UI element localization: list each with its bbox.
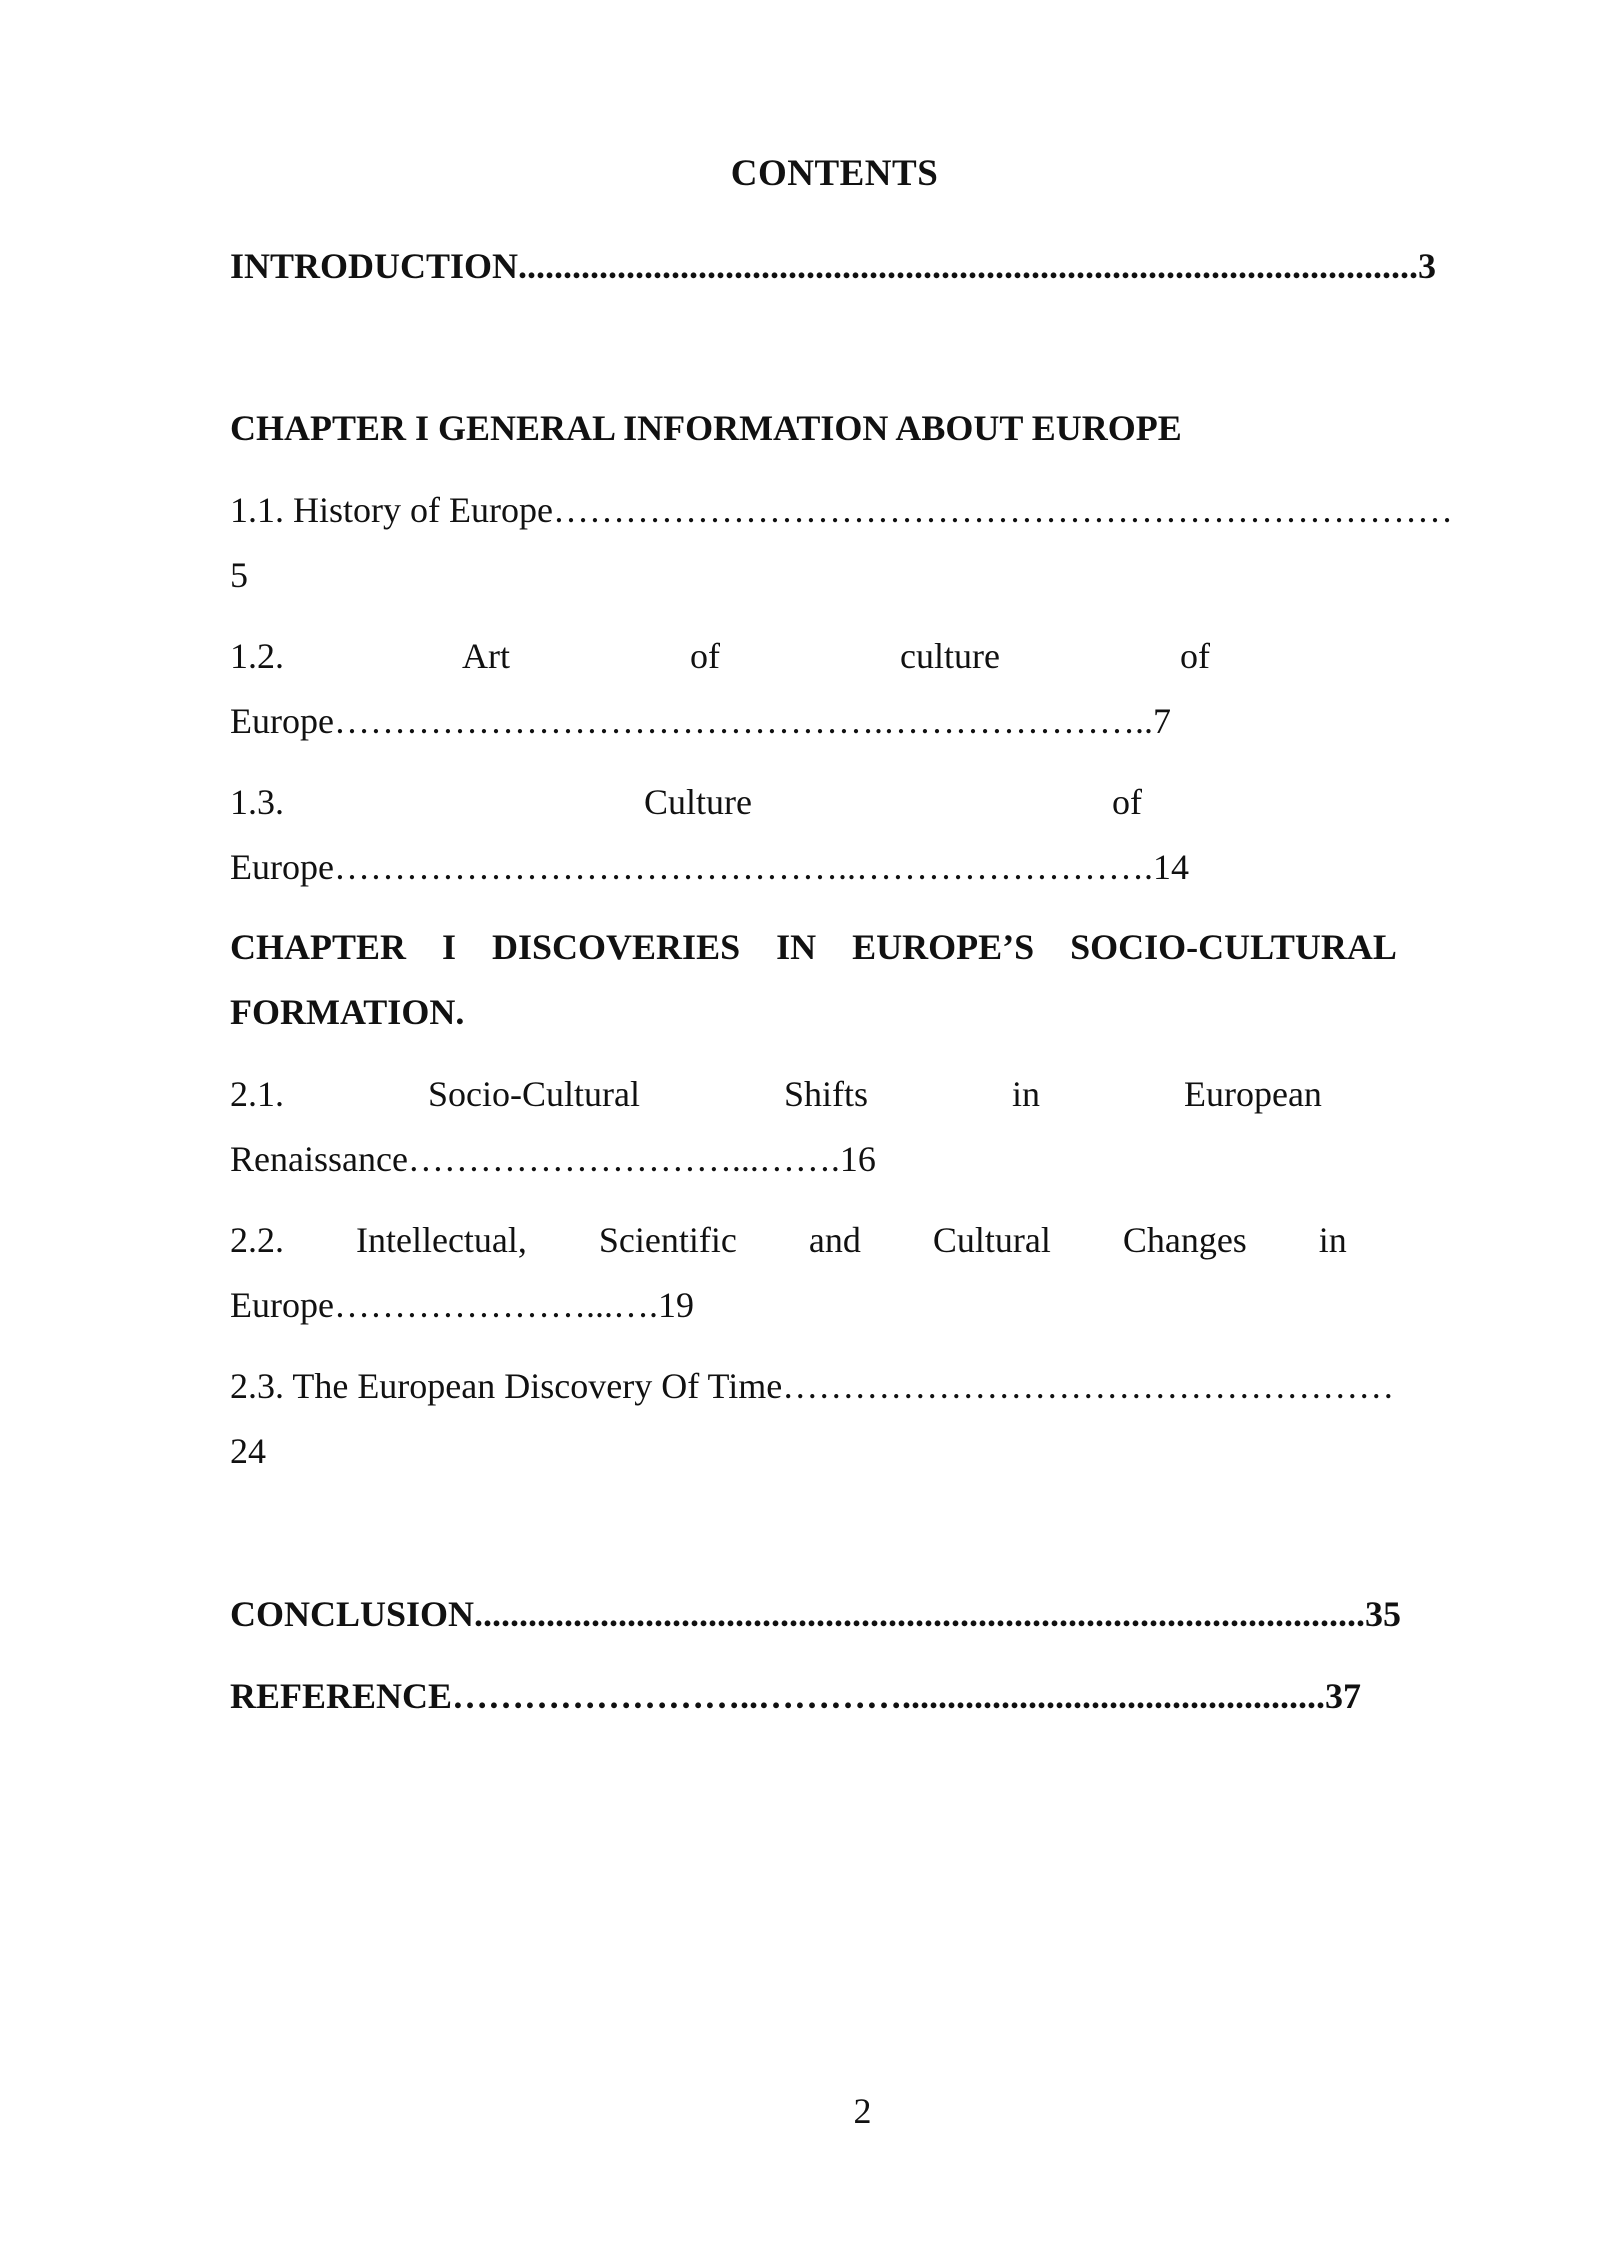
toc-entry-text-line2: 24 bbox=[230, 1431, 266, 1471]
page-number: 2 bbox=[853, 2091, 872, 2131]
toc-entry-text: REFERENCE……………………..…………...............................................37 bbox=[230, 1676, 1362, 1716]
toc-entry-text-line1: 1.1. History of Europe………………………………………………………………… bbox=[230, 490, 1453, 530]
toc-entry-text-line2: Europe…………………...….19 bbox=[230, 1285, 694, 1325]
toc-entry-reference[interactable] bbox=[230, 1664, 1494, 1729]
toc-entry-text: INTRODUCTION....................................................................................................3 bbox=[230, 246, 1437, 286]
page-title: CONTENTS bbox=[730, 153, 939, 194]
toc-entry-2-1[interactable] bbox=[230, 1062, 1494, 1192]
toc-entry-2-2[interactable] bbox=[230, 1208, 1494, 1338]
toc-entry-text-line2: Europe……………………………………..…………………….14 bbox=[230, 847, 1189, 887]
toc-entry-text-line1: 2.3. The European Discovery Of Time…………………………………………… bbox=[230, 1366, 1395, 1406]
toc-entry-text-line2: 5 bbox=[230, 555, 248, 595]
toc-entry-2-3[interactable] bbox=[230, 1354, 1494, 1484]
toc-entry-text-line1: 1.3. Culture of bbox=[230, 782, 1142, 822]
toc-entry-text-line1: CHAPTER I DISCOVERIES IN EUROPE’S SOCIO-CULTURAL bbox=[230, 927, 1397, 967]
toc-entry-1-2[interactable] bbox=[230, 624, 1494, 754]
toc-entry-text-line1: 1.2. Art of culture of bbox=[230, 636, 1210, 676]
toc-entry-text-line2: Europe……………………………………….…………………..7 bbox=[230, 701, 1171, 741]
toc-entry-text-line1: 2.2. Intellectual, Scientific and Cultural Changes in bbox=[230, 1220, 1347, 1260]
toc-entry-text: CONCLUSION...................................................................................................35 bbox=[230, 1594, 1402, 1634]
toc-entry-text-line1: 2.1. Socio-Cultural Shifts in European bbox=[230, 1074, 1322, 1114]
toc-entry-text: CHAPTER I GENERAL INFORMATION ABOUT EUROPE bbox=[230, 408, 1182, 448]
toc-entry-1-1[interactable] bbox=[230, 478, 1494, 608]
toc-entry-text-line2: Renaissance………………………...…….16 bbox=[230, 1139, 876, 1179]
toc-entry-introduction[interactable] bbox=[230, 234, 1494, 299]
toc-entry-chapter-1[interactable] bbox=[230, 396, 1494, 461]
toc-entry-chapter-2[interactable] bbox=[230, 915, 1494, 1045]
toc-entry-text-line2: FORMATION. bbox=[230, 992, 465, 1032]
toc-entry-1-3[interactable] bbox=[230, 770, 1494, 900]
toc-entry-conclusion[interactable] bbox=[230, 1582, 1494, 1647]
